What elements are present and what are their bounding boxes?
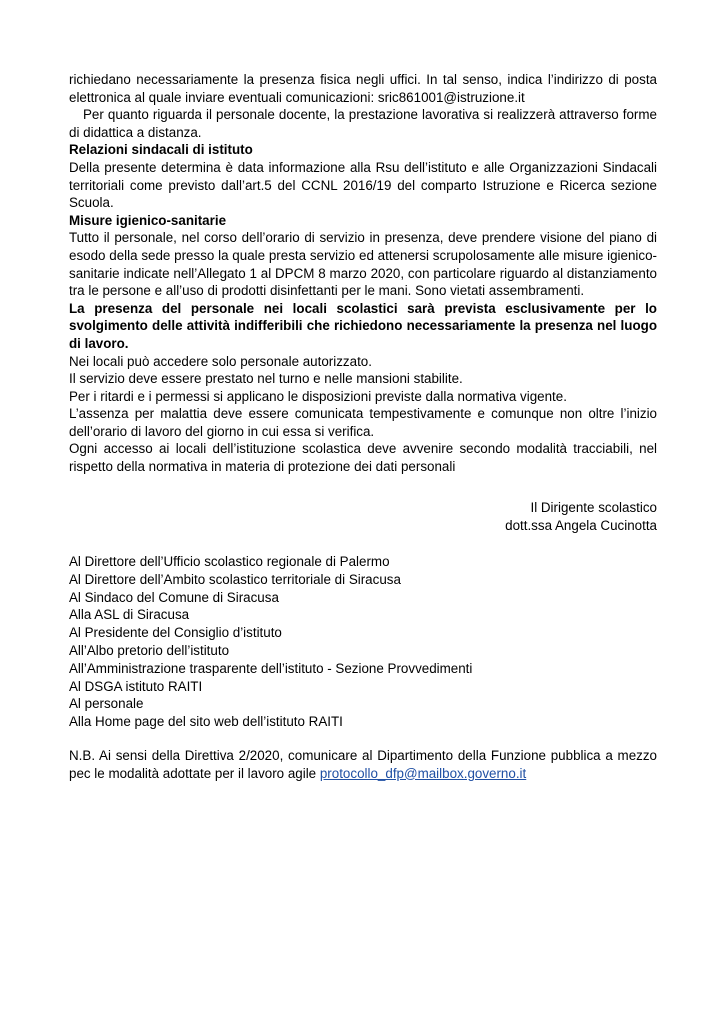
note-text: N.B. Ai sensi della Direttiva 2/2020, comunicare al Dipartimento della Funzione pubblica a mezzo pec le modalità adottate per il lavoro agile: [69, 748, 657, 781]
heading-hygiene-measures: Misure igienico-sanitarie: [69, 212, 227, 228]
document-body: [69, 71, 657, 476]
recipient-item: Al personale: [69, 696, 144, 712]
recipient-item: Alla ASL di Siracusa: [69, 607, 190, 623]
note-paragraph: [69, 747, 657, 782]
heading-union-relations: Relazioni sindacali di istituto: [69, 142, 253, 158]
recipient-item: Al Sindaco del Comune di Siracusa: [69, 589, 279, 605]
recipient-item: Al Direttore dell’Ambito scolastico territoriale di Siracusa: [69, 571, 401, 587]
recipients-list: [69, 553, 629, 731]
recipient-item: Al Direttore dell’Ufficio scolastico regionale di Palermo: [69, 554, 390, 569]
paragraph-union-info: Della presente determina è data informazione alla Rsu dell’istituto e alle Organizzazioni Sindacali territoriali come previsto dall’art.5 del CCNL 2016/19 del comparto Istruzione e Ricerca sezione Scuola.: [69, 159, 657, 211]
paragraph-hygiene-rules: Tutto il personale, nel corso dell’orario di servizio in presenza, deve prendere visione del piano di esodo della sede presso la quale presta servizio ed attenersi scrupolosamente alle misure igienico-sanitarie indicate nell’Allegato 1 al DPCM 8 marzo 2020, con particolare riguardo al distanziamento tra le persone e all’uso di prodotti disinfettanti per le mani. Sono vietati assembramenti.: [69, 230, 657, 299]
paragraph-sick-leave: L’assenza per malattia deve essere comunicata tempestivamente e comunque non oltre l’inizio dell’orario di lavoro del giorno in cui essa si verifica.: [69, 406, 657, 439]
email-link[interactable]: protocollo_dfp@mailbox.governo.it: [319, 765, 527, 781]
paragraph-delays-permits: Per i ritardi e i permessi si applicano le disposizioni previste dalla normativa vigente.: [69, 388, 567, 404]
signature-block: [357, 499, 657, 535]
signature-name: dott.ssa Angela Cucinotta: [505, 518, 657, 533]
recipient-item: All’Albo pretorio dell’istituto: [69, 642, 230, 658]
recipient-item: All’Amministrazione trasparente dell’istituto - Sezione Provvedimenti: [69, 660, 473, 676]
paragraph-service-shift: Il servizio deve essere prestato nel turno e nelle mansioni stabilite.: [69, 371, 463, 387]
recipient-item: Alla Home page del sito web dell’istituto RAITI: [69, 714, 343, 730]
paragraph-teaching-staff: Per quanto riguarda il personale docente, la prestazione lavorativa si realizzerà attraverso forme di didattica a distanza.: [69, 107, 657, 140]
paragraph-presence-rule: La presenza del personale nei locali scolastici sarà prevista esclusivamente per lo svolgimento delle attività indifferibili che richiedono necessariamente la presenza nel luogo di lavoro.: [69, 300, 657, 351]
paragraph-email-contact: richiedano necessariamente la presenza fisica negli uffici. In tal senso, indica l’indirizzo di posta elettronica al quale inviare eventuali comunicazioni: sric861001@istruzione.it: [69, 72, 657, 105]
paragraph-traceable-access: Ogni accesso ai locali dell’istituzione scolastica deve avvenire secondo modalità tracciabili, nel rispetto della normativa in materia di protezione dei dati personali: [69, 441, 657, 475]
recipient-item: Al DSGA istituto RAITI: [69, 678, 203, 694]
paragraph-authorized-access: Nei locali può accedere solo personale autorizzato.: [69, 353, 372, 369]
recipient-item: Al Presidente del Consiglio d’istituto: [69, 625, 282, 641]
signature-role: Il Dirigente scolastico: [530, 500, 657, 515]
